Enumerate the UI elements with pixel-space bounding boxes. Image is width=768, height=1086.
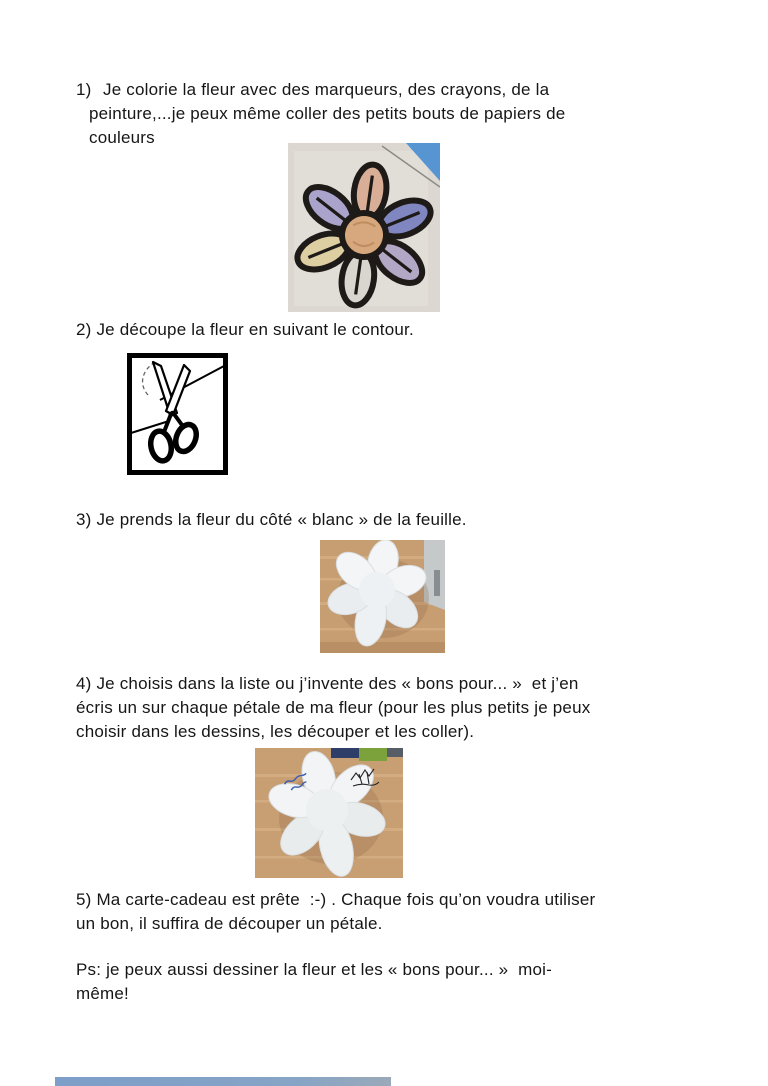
postscript-line: Ps: je peux aussi dessiner la fleur et les « bons pour... » moi- (76, 960, 553, 979)
background-object-gray (387, 748, 403, 757)
scissors-pivot (170, 411, 176, 417)
flower-center (339, 210, 389, 260)
colored-flower-photo (288, 143, 440, 312)
white-flower-photo (320, 540, 445, 653)
step-5-line: 5) Ma carte-cadeau est prête :-) . Chaque fois qu’on voudra utiliser (76, 890, 596, 909)
step-4-line: choisir dans les dessins, les découper et les coller). (76, 722, 475, 741)
step-5-line: un bon, il suffira de découper un pétale. (76, 914, 383, 933)
flower-with-writing-photo (255, 748, 403, 878)
postscript-line: même! (76, 984, 129, 1003)
step-3-line: 3) Je prends la fleur du côté « blanc » de la feuille. (76, 510, 467, 529)
background-object-green (359, 748, 387, 761)
footer-image-edge (55, 1077, 391, 1086)
step-1-line: Je colorie la fleur avec des marqueurs, des crayons, de la (103, 80, 550, 99)
step-1-line: peinture,...je peux même coller des petits bouts de papiers de (89, 104, 566, 123)
scissors-clipart-image (127, 353, 228, 475)
background-object-blue (331, 748, 359, 758)
wall-object (434, 570, 440, 596)
step-4-line: écris un sur chaque pétale de ma fleur (pour les plus petits je peux (76, 698, 591, 717)
step-1-number: 1) (76, 80, 92, 99)
step-4-line: 4) Je choisis dans la liste ou j’invente des « bons pour... » et j’en (76, 674, 579, 693)
step-1-line: couleurs (89, 128, 155, 147)
step-2-line: 2) Je découpe la fleur en suivant le contour. (76, 320, 414, 339)
